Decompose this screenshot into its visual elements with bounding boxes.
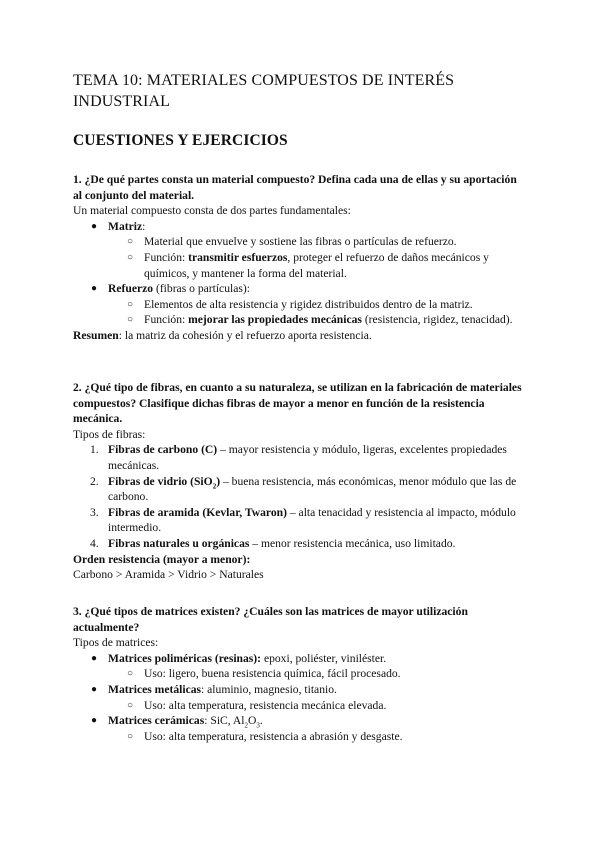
resumen-label: Resumen [73,328,119,342]
question-1 [73,172,528,344]
list-number: 4. [90,536,99,550]
term-refuerzo: Refuerzo [108,282,154,296]
orden-value: Carbono > Aramida > Vidrio > Naturales [73,568,264,582]
term-colon: : [142,219,146,233]
matriz-desc: : aluminio, magnesio, titanio. [201,682,337,696]
sub-item-text: Material que envuelve y sostiene las fibras o partículas de refuerzo. [144,235,457,249]
list-number: 1. [90,443,99,457]
sub-item-text: Función: [144,250,189,264]
question-3 [73,604,528,744]
circle-bullet-icon: ○ [127,668,134,680]
list-number: 2. [90,474,99,488]
bullet-icon: ● [91,715,98,727]
fibra-desc: – mayor resistencia y módulo, ligeras, excelentes propiedades mecánicas. [108,443,507,472]
matriz-name: Matrices cerámicas [108,714,205,728]
list-item-fibra [73,474,528,505]
uso-text: Uso: alta temperatura, resistencia mecánica elevada. [144,698,387,712]
matriz-name: Matrices metálicas [108,682,202,696]
subscript: 2 [244,721,249,730]
fibra-name-end: ) [216,474,221,488]
sub-item-refuerzo-funcion [73,312,528,328]
fibra-desc: – alta tenacidad y resistencia al impacto, módulo intermedio. [108,505,516,535]
bullet-icon: ● [91,652,98,664]
sub-item-matriz-def [73,234,528,250]
sub-item-matriz-funcion [73,250,528,281]
subscript: 2 [212,481,217,490]
question-1-title: 1. ¿De qué partes consta un material compuesto? Defina cada una de ellas y su aportación al conjunto del material. [73,173,517,202]
sub-item-uso [73,698,528,714]
question-2-title: 2. ¿Qué tipo de fibras, en cuanto a su naturaleza, se utilizan en la fabricación de materiales compuestos? Clasifique dichas fibras de mayor a menor en función de la resistencia mecánica. [73,381,522,426]
list-item-refuerzo [73,281,528,297]
list-item-matriz [73,219,528,235]
circle-bullet-icon: ○ [127,314,134,326]
sub-item-text: Función: [144,313,189,327]
question-2 [73,380,528,583]
fibra-name: Fibras de carbono (C) [108,443,218,457]
term-rest: (fibras o partículas): [153,282,250,296]
matriz-desc: O [248,714,257,728]
sub-item-text: (resistencia, rigidez, tenacidad). [361,313,513,327]
document-page [73,70,533,743]
orden-label-text: Orden resistencia (mayor a menor): [73,552,251,566]
circle-bullet-icon: ○ [127,298,134,310]
fibra-name: Fibras de aramida (Kevlar, Twaron) [108,505,287,519]
list-item-metalicas [73,682,528,698]
matrices-list [73,651,528,745]
list-item-polimericas [73,651,528,667]
question-3-title: 3. ¿Qué tipos de matrices existen? ¿Cuáles son las matrices de mayor utilización actualmente? [73,605,468,634]
section-heading: CUESTIONES Y EJERCICIOS [73,132,288,149]
circle-bullet-icon: ○ [127,730,134,742]
sub-item-emphasis: transmitir esfuerzos [188,250,288,264]
fibra-desc: – menor resistencia mecánica, uso limitado. [249,536,456,550]
question-2-intro: Tipos de fibras: [73,427,146,441]
sub-item-text: , proteger el refuerzo de daños mecánicos y químicos, y mantener la forma del material. [144,250,489,280]
circle-bullet-icon: ○ [127,699,134,711]
bullet-icon: ● [91,683,98,695]
fibra-name: Fibras de vidrio (SiO [108,474,213,488]
resumen-line [73,328,528,344]
matriz-desc: epoxi, poliéster, viniléster. [261,651,387,665]
fibra-name: Fibras naturales u orgánicas [108,536,250,550]
list-item-ceramicas [73,713,528,729]
resumen-text: : la matriz da cohesión y el refuerzo aporta resistencia. [118,328,372,342]
bullet-icon: ● [91,220,98,232]
list-number: 3. [90,505,99,519]
list-item-fibra [73,505,528,536]
orden-label [73,552,528,568]
uso-text: Uso: alta temperatura, resistencia a abrasión y desgaste. [144,729,403,743]
list-item-fibra [73,442,528,473]
sub-item-uso [73,666,528,682]
fibra-desc: – buena resistencia, más económicas, menor módulo que las de carbono. [108,474,517,504]
bullet-icon: ● [91,283,98,295]
fibras-list [73,442,528,551]
list-item-fibra [73,536,528,552]
question-3-intro: Tipos de matrices: [73,636,159,650]
sub-item-uso [73,729,528,745]
sub-item-refuerzo-def [73,297,528,313]
sub-item-text: Elementos de alta resistencia y rigidez distribuidos dentro de la matriz. [144,297,473,311]
document-title: TEMA 10: MATERIALES COMPUESTOS DE INTERÉS INDUSTRIAL [73,72,455,110]
matriz-desc: . [259,714,263,728]
sub-item-emphasis: mejorar las propiedades mecánicas [188,313,362,327]
matriz-desc: : SiC, Al [204,714,245,728]
circle-bullet-icon: ○ [127,251,134,263]
subscript: 3 [256,721,260,730]
parts-list [73,219,528,328]
question-1-intro: Un material compuesto consta de dos partes fundamentales: [73,204,351,218]
matriz-name: Matrices poliméricas (resinas): [108,651,262,665]
term-matriz: Matriz [108,219,143,233]
circle-bullet-icon: ○ [127,236,134,248]
uso-text: Uso: ligero, buena resistencia química, fácil procesado. [144,667,401,681]
